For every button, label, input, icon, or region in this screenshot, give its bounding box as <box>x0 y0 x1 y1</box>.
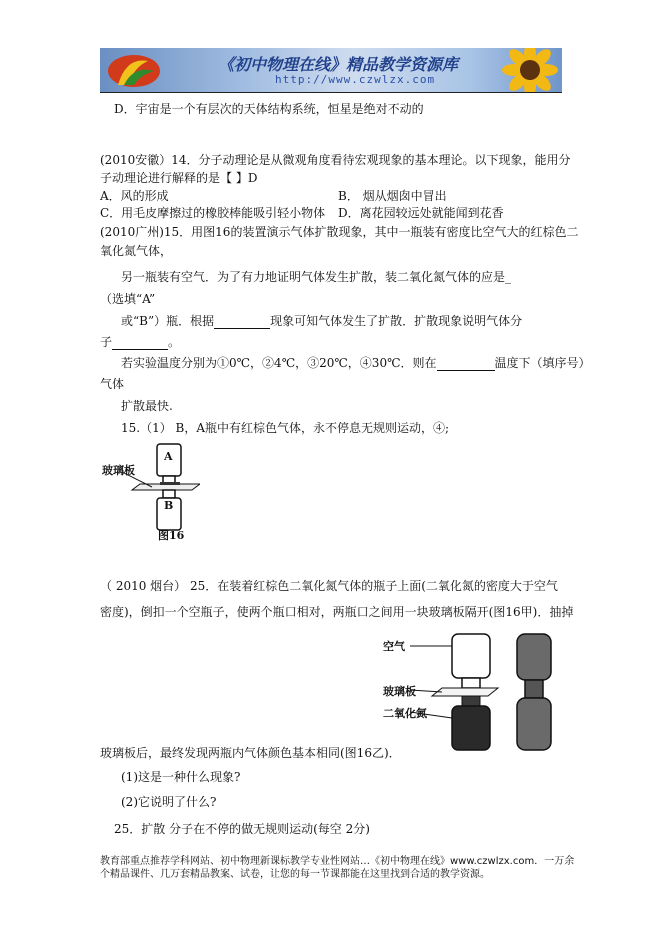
question-15-line6-a: 子 <box>100 335 113 349</box>
answer-15: 15.（1） B，A瓶中有红棕色气体，永不停息无规则运动，④; <box>121 421 450 435</box>
footer-line1: 教育部重点推荐学科网站、初中物理新课标教学专业性网站…《初中物理在线》www.czwlzx.com．一万余 <box>100 856 575 867</box>
answer-blank-phenomenon[interactable] <box>214 316 270 329</box>
question-25-sub1: (1)这是一种什么现象? <box>121 770 241 784</box>
figure-16-label-a: A <box>164 450 173 463</box>
site-banner <box>100 48 562 92</box>
question-25-line3: 玻璃板后，最终发现两瓶内气体颜色基本相同(图16乙)． <box>100 746 401 760</box>
question-14-line2: 子动理论进行解释的是【 】D <box>100 171 258 185</box>
question-15-line8: 气体 <box>100 377 125 391</box>
question-15-line1: (2010广州)15．用图16的装置演示气体扩散现象，其中一瓶装有密度比空气大的红棕色二 <box>100 225 579 239</box>
option-d-line: D．宇宙是一个有层次的天体结构系统，恒星是绝对不动的 <box>114 102 424 116</box>
question-15-line7-a: 若实验温度分别为①0℃，②4℃，③20℃，④30℃．则在 <box>121 356 437 370</box>
figure-label-no2: 二氧化氮 <box>383 707 427 720</box>
question-15-line7 <box>121 355 591 371</box>
question-15-line7-b: 温度下（填序号） <box>494 356 591 370</box>
figure-16-label-glass: 玻璃板 <box>102 464 135 477</box>
sunflower-icon <box>495 48 562 92</box>
option-d: D．离花园较远处就能闻到花香 <box>338 206 504 220</box>
answer-25: 25．扩散 分子在不停的做无规则运动(每空 2分) <box>114 822 370 836</box>
question-25-line2: 密度)，倒扣一个空瓶子，使两个瓶口相对，两瓶口之间用一块玻璃板隔开(图16甲)．抽掉 <box>100 605 574 619</box>
figure-label-glass: 玻璃板 <box>383 685 416 698</box>
answer-blank-temperature[interactable] <box>437 358 495 371</box>
option-a: A．风的形成 <box>100 189 169 203</box>
question-15-line6 <box>100 334 180 350</box>
question-15-line6-b: 。 <box>168 335 181 349</box>
question-15-line5-a: 或“B”）瓶．根据 <box>121 314 215 328</box>
header-divider <box>100 92 562 93</box>
banner-url[interactable]: http://www.czwlzx.com <box>275 73 436 86</box>
question-25-line1: （ 2010 烟台） 25．在装着红棕色二氧化氮气体的瓶子上面(二氧化氮的密度大于空气 <box>100 579 558 593</box>
question-15-line3: 另一瓶装有空气．为了有力地证明气体发生扩散，装二氧化氮气体的应是_ <box>121 270 512 284</box>
footer-line2: 个精品课件、几万套精品教案、试卷，让您的每一节课都能在这里找到合适的教学资源。 <box>100 869 490 880</box>
answer-blank-explain[interactable] <box>112 337 168 350</box>
question-15-line5 <box>121 313 522 329</box>
question-15-line5-b: 现象可知气体发生了扩散．扩散现象说明气体分 <box>270 314 523 328</box>
question-15-line2: 氧化氮气体， <box>100 244 173 258</box>
question-14-line1: (2010安徽）14．分子动理论是从微观角度看待宏观现象的基本理论。以下现象，能用分 <box>100 153 571 167</box>
option-b: B． 烟从烟囱中冒出 <box>338 189 447 203</box>
option-c: C．用毛皮摩擦过的橡胶棒能吸引轻小物体 <box>100 206 326 220</box>
figure-16-label-b: B <box>164 499 174 512</box>
question-15-line9: 扩散最快. <box>121 399 173 413</box>
question-15-line4: （选填“A” <box>100 292 156 306</box>
figure-16-caption: 图16 <box>158 529 185 542</box>
banner-title: 《初中物理在线》精品教学资源库 <box>218 55 459 74</box>
question-25-sub2: (2)它说明了什么? <box>121 795 217 809</box>
figure-16-diagram <box>100 440 200 550</box>
logo-icon <box>104 51 164 89</box>
figure-label-air: 空气 <box>383 640 405 653</box>
